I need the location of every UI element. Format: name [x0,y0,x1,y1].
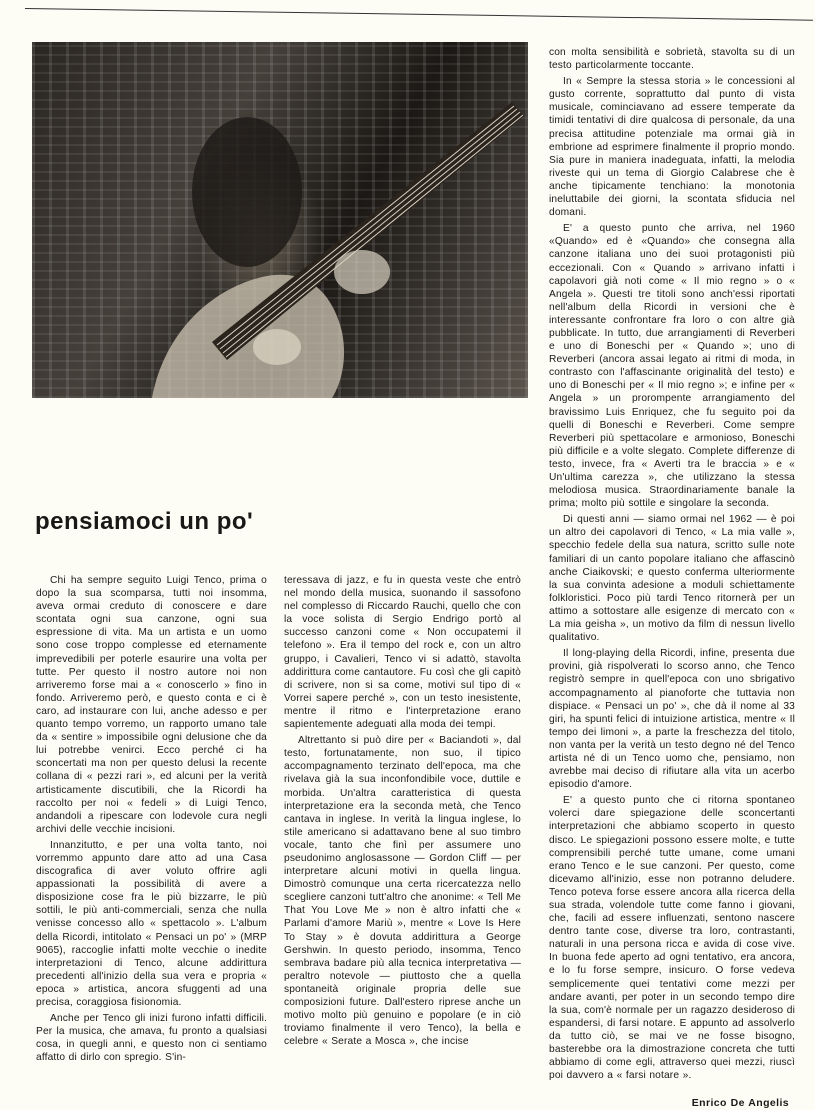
photo-guitarist [32,42,528,398]
paragraph: E' a questo punto che ci ritorna spontaneo volerci dare spiegazione delle sconcertanti interpretazioni che abbiamo scoperto in questo disco. Le spiegazioni possono essere molte, e tutte comprensibili perché tutte umane, come umani erano Tenco e le sue canzoni. Per questo, come dicevamo all'inizio, esse non potranno deludere. Tenco poteva forse essere ancora alla ricerca della sua strada, volendole tutte come fanno i giovani, che, facili ad essere influenzati, sentono nascere dentro tante cose, diverse tra loro, contrastanti, naturali in una persona ricca e avida di cose vive. In buona fede aperto ad ogni tentativo, era ancora, e lo fu forse sempre, insicuro. O forse vedeva semplicemente quei tentativi come mezzi per andare avanti, per poter in un secondo tempo dire la sua, com'è normale per un ragazzo desideroso di espandersi, di farsi notare. E appunto ad assolverlo da tutto ciò, se mai ve ne fosse bisogno, basterebbe ora la dimostrazione concreta che tutti abbiamo di come egli, attraverso quei mezzi, riuscì poi davvero a « farsi notare ». [549,795,795,1082]
top-rule [25,8,813,21]
paragraph: con molta sensibilità e sobrietà, stavolta su di un testo particolarmente toccante. [549,47,795,72]
article-column-right [549,46,795,1110]
guitar-illustration [32,42,528,398]
paragraph: Il long-playing della Ricordi, infine, presenta due provini, già rispolverati lo scorso anno, che Tenco registrò sempre in quell'epoca con uno sbrigativo accompagnamento al pianoforte che tuttavia non dispiace. « Pensaci un po' », che dà il nome al 33 giri, ha spunti felici di intuizione artistica, mentre « Il tempo dei limoni », a parte la freschezza del titolo, non vanta per la verità un testo degno né del Tenco artista né di un Tenco uomo che, pensiamo, non avrebbe mai deciso di rifiutare alla vita un acerbo episodio d'amore. [549,648,795,791]
paragraph: Anche per Tenco gli inizi furono infatti difficili. Per la musica, che amava, fu pronto a qualsiasi cosa, in quegli anni, e questo non ci sentiamo affatto di dirlo con spregio. S'in- [36,1013,267,1064]
paragraph: Altrettanto si può dire per « Baciandoti », dal testo, fortunatamente, non suo, il tipico accompagnamento terzinato dell'epoca, ma che rivelava già la sua inconfondibile voce, duttile e morbida. Un'altra caratteristica di questa interpretazione era la seconda metà, che Tenco cantava in inglese. In verità la lingua inglese, lo stile americano si adattavano bene al suo timbro vocale, tanto che finì per assumere uno pseudonimo anglosassone — Gordon Cliff — per interpretare alcuni motivi in quella lingua. Dimostrò comunque una certa ricercatezza nello scegliere canzoni tutt'altro che anonime: « Tell Me That You Love Me » non è altro infatti che « Parlami d'amore Mariù », mentre « Love Is Here To Stay » è dovuta addirittura a George Gershwin. In questo periodo, insomma, Tenco sembrava badare più alla tecnica interpretativa — peraltro notevole — piuttosto che a quella spontaneità originale propria delle sue composizioni future. Dall'estero riprese anche un motivo molto più genuino e popolare (e in ciò troviamo finalmente il vero Tenco), la bella e celebre « Serate a Mosca », che incise [284,735,521,1048]
paragraph: E' a questo punto che arriva, nel 1960 «Quando» ed è «Quando» che consegna alla canzone italiana uno dei suoi protagonisti più eccezionali. Con « Quando » arrivano infatti i capolavori già noti come « Il mio regno » o « Angela ». Questi tre titoli sono anch'essi riportati nell'album della Ricordi in versioni che è interessante confrontare fra loro o con altre già pubblicate. In tutto, due arrangiamenti di Reverberi e uno di Boneschi per « Quando »; uno di Reverberi (ancora assai legato ai ritmi di moda, in contrasto con l'affascinante originalità del testo) e uno di Boneschi per « Il mio regno »; e infine per « Angela » un prorompente arrangiamento del bravissimo Luis Enriquez, che fu seguito poi da quelli di Boneschi e Reverberi. Come sempre Reverberi più spettacolare e armonioso, Boneschi più difficile e a volte slegato. Complete differenze di testo, invece, fra « Averti tra le braccia » e « Un'ultima carezza », che utilizzano la stessa melodiosa musica. Straordinariamente banale la prima; molto più sottile e singolare la seconda. [549,223,795,510]
paragraph: In « Sempre la stessa storia » le concessioni al gusto corrente, soprattutto dal punto di vista musicale, cominciavano ad essere temperate da timidi tentativi di dire qualcosa di personale, da una precisa attitudine potenziale ma ormai già in embrione ad esprimere finalmente il proprio mondo. Sia pure in maniera inadeguata, infatti, la melodia riveste qui un tema di Giorgio Calabrese che è anche tipicamente tenchiano: la monotonia ineluttabile dei giorni, la scontata sfiducia nel domani. [549,76,795,219]
paragraph: Chi ha sempre seguito Luigi Tenco, prima o dopo la sua scomparsa, tutti noi insomma, aveva ormai creduto di conoscere e dare scontata ogni sua canzone, ogni sua espressione di vita. Ma un artista e un uomo sono cose troppo complesse ed eternamente imprevedibili per poterle esaurire una volta per tutte. Per questo il nostro autore noi non arriveremo forse mai a « conoscerlo » fino in fondo. Arriveremo però, e questo conta e ci è caro, ad instaurare con lui, anche adesso e per quanto tempo vorremo, un rapporto umano tale da « sentire » impossibile ogni delusione che da lui potrebbe venirci. Ecco perché ci ha sconcertati ma non per questo delusi la recente collana di « pezzi rari », ed alcuni per la verità artisticamente discutibili, che la Ricordi ha raccolto per noi « fedeli » di Luigi Tenco, andandoli a ripescare con lodevole cura negli archivi delle vecchie incisioni. [36,575,267,835]
paragraph: teressava di jazz, e fu in questa veste che entrò nel mondo della musica, suonando il sassofono nel complesso di Riccardo Rauchi, quello che con la voce solista di Sergio Endrigo portò al successo canzoni come « Non occupatemi il telefono ». Era il tempo del rock e, con un altro gruppo, i Cavalieri, Tenco vi si adattò, stavolta addirittura come cantautore. Fu così che gli capitò di scrivere, non si sa come, motivi sul tipo di « Vorrei sapere perché », con un testo inesistente, mentre il ritmo e l'interpretazione erano sapientemente adeguati alla moda dei tempi. [284,575,521,731]
article-title: pensiamoci un po' [35,508,254,535]
author-byline: Enrico De Angelis [691,1097,789,1110]
paragraph: Di questi anni — siamo ormai nel 1962 — è poi un altro dei capolavori di Tenco, « La mia valle », specchio fedele della sua natura, scritto sulle note familiari di un canto popolare italiano che affascinò anche Ciaikovski; e questo conferma ulteriormente la sua convinta adesione a moduli schiettamente folkloristici. Poco più tardi Tenco ritornerà per un attimo a sottostare alle esigenze di mercato con « La mia geisha », un motivo da film di nessun livello qualitativo. [549,514,795,644]
paragraph: Innanzitutto, e per una volta tanto, noi vorremmo appunto dare atto ad una Casa discografica di aver voluto offrire agli appassionati la possibilità di avere a disposizione cose fra le più bizzarre, le più sottili, le più anti-commerciali, senza che nulla venisse concesso allo « spettacolo ». L'album della Ricordi, intitolato « Pensaci un po' » (MRP 9065), raccoglie infatti molte vecchie o inedite interpretazioni di Tenco, alcune addirittura precedenti all'inizio della sua vera e propria « epoca » artistica, ancora sfuggenti ad una precisa, coraggiosa fisionomia. [36,839,267,1008]
article-column-left [36,574,267,1067]
article-column-middle [284,574,521,1051]
